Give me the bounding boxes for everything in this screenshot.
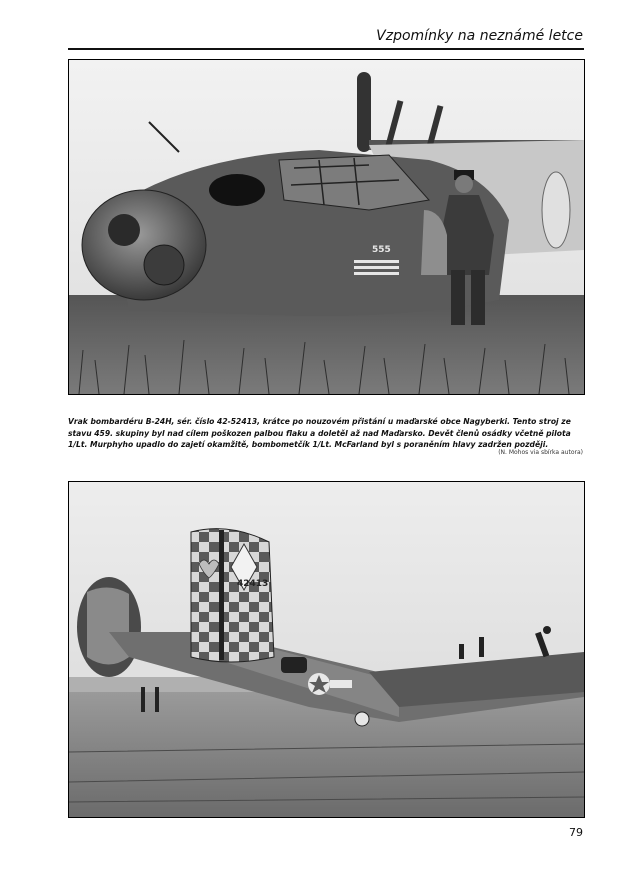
photo2-image — [69, 482, 584, 817]
tail-number: 42413 — [237, 579, 269, 589]
photo-credit: (N. Mohos via sbírka autora) — [498, 449, 583, 456]
page-number: 79 — [569, 826, 583, 839]
photo1-image — [69, 60, 584, 394]
nose-number: 555 — [372, 245, 391, 255]
photo-crashed-bomber-tail — [68, 481, 585, 818]
running-header: Vzpomínky na neznámé letce — [376, 28, 583, 44]
figure-caption: Vrak bombardéru B-24H, sér. číslo 42-52413, krátce po nouzovém přistání u maďarské obce Nagyberki. Tento stroj ze stavu 459. skupiny byl nad cílem poškozen palbou flaku a doletěl až nad Maďarsko. Devět členů osádky včetně pilota 1/Lt. Murphyho upadlo do zajetí okamžitě, bombometčík 1/Lt. McFarland byl s poraněním hlavy zadržen později. — [68, 417, 571, 450]
header-rule — [68, 48, 584, 50]
photo-wrecked-bomber-nose — [68, 59, 585, 395]
